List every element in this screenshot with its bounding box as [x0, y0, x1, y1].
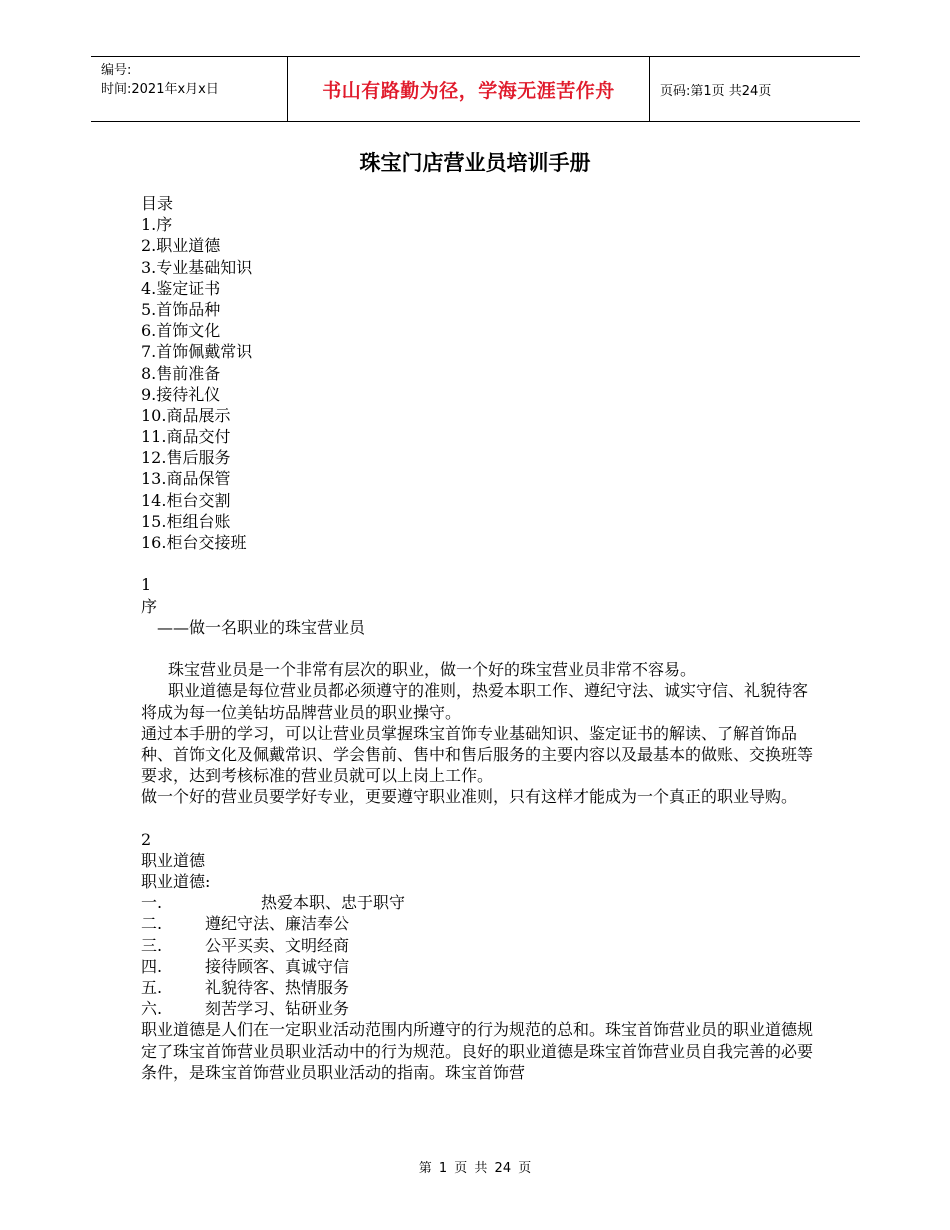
toc-item: 11.商品交付 — [141, 427, 231, 447]
toc-item: 9.接待礼仪 — [141, 384, 221, 404]
toc-item: 7.首饰佩戴常识 — [141, 342, 253, 362]
section2-number: 2 — [141, 829, 152, 849]
section1-title: 序 — [141, 596, 158, 616]
duty-number: 五. — [141, 978, 163, 998]
page-footer: 第 1 页 共 24 页 — [418, 1161, 532, 1176]
section1-paragraph-1: 珠宝营业员是一个非常有层次的职业，做一个好的珠宝营业员非常不容易。 — [168, 660, 697, 680]
toc-item: 10.商品展示 — [141, 405, 231, 425]
toc-item: 14.柜台交割 — [141, 490, 231, 510]
header-motto: 书山有路勤为径，学海无涯苦作舟 — [287, 57, 650, 121]
header-page-info: 页码:第1页 共24页 — [660, 83, 772, 99]
toc-item: 3.专业基础知识 — [141, 257, 253, 277]
document-title: 珠宝门店营业员培训手册 — [359, 151, 591, 175]
duty-item — [141, 956, 821, 977]
toc-item: 4.鉴定证书 — [141, 278, 221, 298]
duty-item — [141, 892, 821, 913]
duty-number: 三. — [141, 935, 163, 955]
document-body — [141, 193, 821, 1083]
duty-text: 热爱本职、忠于职守 — [261, 893, 406, 913]
section2-intro: 职业道德: — [141, 872, 211, 892]
toc-item: 1.序 — [141, 215, 173, 235]
section1-paragraph-3: 通过本手册的学习，可以让营业员掌握珠宝首饰专业基础知识、鉴定证书的解读、了解首饰品种、首饰文化及佩戴常识、学会售前、售中和售后服务的主要内容以及最基本的做账、交换班等要求，达到考核标准的营业员就可以上岗上工作。 — [141, 723, 814, 786]
header-meta — [91, 57, 287, 121]
section1-subtitle: ——做一名职业的珠宝营业员 — [157, 617, 366, 637]
toc-heading: 目录 — [141, 194, 174, 213]
header-table — [91, 56, 860, 122]
toc-item: 16.柜台交接班 — [141, 533, 247, 552]
toc-item: 8.售前准备 — [141, 363, 221, 383]
duty-item — [141, 977, 821, 998]
duty-item — [141, 998, 821, 1019]
toc-item: 6.首饰文化 — [141, 321, 221, 341]
section1-paragraph-2: 职业道德是每位营业员都必须遵守的准则，热爱本职工作、遵纪守法、诚实守信、礼貌待客将成为每一位美钻坊品牌营业员的职业操守。 — [141, 681, 809, 722]
toc-item: 5.首饰品种 — [141, 299, 221, 319]
section2-title: 职业道德 — [141, 850, 206, 870]
section1-number: 1 — [141, 575, 152, 595]
duty-text: 公平买卖、文明经商 — [205, 935, 350, 955]
toc-item: 15.柜组台账 — [141, 511, 231, 531]
duty-number: 一. — [141, 893, 163, 913]
section1-paragraph-4: 做一个好的营业员要学好专业，更要遵守职业准则，只有这样才能成为一个真正的职业导购。 — [141, 787, 798, 807]
serial-label: 编号: — [101, 63, 132, 78]
toc-list — [141, 214, 821, 553]
duty-item — [141, 913, 821, 934]
duty-text: 接待顾客、真诚守信 — [205, 956, 350, 976]
toc-item: 2.职业道德 — [141, 236, 221, 256]
time-line: 时间:2021年x月x日 — [101, 82, 219, 97]
duty-text: 遵纪守法、廉洁奉公 — [205, 914, 350, 934]
duty-list — [141, 892, 821, 1019]
toc-item: 12.售后服务 — [141, 448, 231, 468]
duty-number: 六. — [141, 999, 163, 1019]
duty-number: 二. — [141, 914, 163, 934]
toc-item: 13.商品保管 — [141, 469, 231, 489]
duty-text: 礼貌待客、热情服务 — [205, 978, 350, 998]
duty-text: 刻苦学习、钻研业务 — [205, 999, 350, 1019]
duty-item — [141, 935, 821, 956]
duty-number: 四. — [141, 956, 163, 976]
section2-paragraph-1: 职业道德是人们在一定职业活动范围内所遵守的行为规范的总和。珠宝首饰营业员的职业道德规定了珠宝首饰营业员职业活动中的行为规范。良好的职业道德是珠宝首饰营业员自我完善的必要条件，是珠宝首饰营业员职业活动的指南。珠宝首饰营 — [141, 1020, 814, 1082]
